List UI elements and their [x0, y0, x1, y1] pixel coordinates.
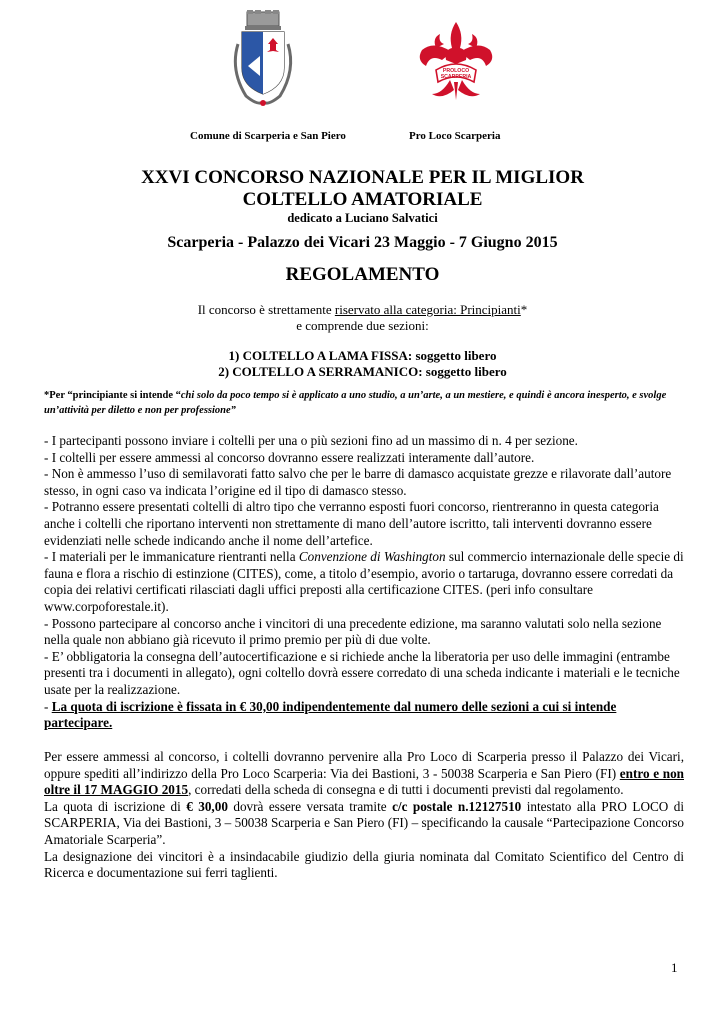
section-1: 1) COLTELLO A LAMA FISSA: soggetto libero	[228, 348, 497, 363]
fee-dash: -	[44, 698, 52, 714]
payment-amount: € 30,00	[186, 798, 228, 814]
rule-cites	[44, 549, 684, 615]
category-text: riservato alla categoria: Principianti	[334, 302, 521, 317]
payment-paragraph	[44, 799, 684, 849]
note-definition: chi solo da poco tempo si è applicato a uno studio, a un’arte, a un mestiere, e quindi è ancora inesperto, e svolge un’attività per diletto e non per professione”	[44, 390, 667, 416]
note-lead: *Per “principiante si intende “	[44, 390, 181, 401]
cites-pre: - I materiali per le immanicature rientranti nella	[44, 549, 299, 565]
submission-info	[44, 749, 684, 882]
beginner-note	[44, 388, 684, 418]
rule-item: - Potranno essere presentati coltelli di altro tipo che verranno esposti fuori concorso, rientreranno in questa categoria anche i coltelli che riportano interventi non strettamente di mano dell’autore iscritto, tali interventi dovranno essere evidenziati nelle schede indicando anche il nome dell’artefice.	[44, 499, 659, 548]
org-comune: Comune di Scarperia e San Piero	[190, 130, 346, 142]
dedication: dedicato a Luciano Salvatici	[287, 211, 438, 225]
proloco-logo-text: PROLOCO SCARPERIA	[440, 68, 472, 80]
cites-post: sul commercio internazionale delle specie di fauna e flora a rischio di estinzione (CITES), come, a titolo d’esempio, avorio o tartaruga, dovranno essere corredati da copia dei relativi certificati rilasciati dagli uffici preposti alla certificazione CITES. (peri info consultare www.corpoforestale.it).	[44, 549, 684, 614]
place-dates: Scarperia - Palazzo dei Vicari 23 Maggio - 7 Giugno 2015	[167, 234, 558, 251]
rule-fee	[44, 699, 684, 732]
payment-account: c/c postale n.12127510	[392, 798, 522, 814]
title-line-2: COLTELLO AMATORIALE	[242, 189, 483, 210]
regulation-heading: REGOLAMENTO	[285, 264, 440, 285]
intro-line-1	[0, 302, 725, 318]
rule-item: - I partecipanti possono inviare i coltelli per una o più sezioni fino ad un massimo di n. 4 per sezione.	[44, 433, 578, 448]
deadline-text: entro e non oltre il 17 MAGGIO 2015	[44, 765, 684, 798]
org-proloco: Pro Loco Scarperia	[409, 130, 501, 142]
asterisk: *	[520, 302, 528, 317]
payment-mid: dovrà essere versata tramite	[227, 798, 393, 814]
fee-text: La quota di iscrizione è fissata in € 30,00 indipendentemente dal numero delle sezioni a cui si intende partecipare.	[44, 698, 617, 731]
cites-convention: Convenzione di Washington	[298, 549, 446, 565]
submission-paragraph	[44, 749, 684, 799]
rule-item: - Non è ammesso l’uso di semilavorati fatto salvo che per le barre di damasco acquistate grezze e rilavorate dall’autore stesso, in ogni caso va indicata l’origine ed il tipo di damasco stesso.	[44, 466, 672, 498]
title-line-1: XXVI CONCORSO NAZIONALE PER IL MIGLIOR	[141, 167, 584, 188]
rule-item: - I coltelli per essere ammessi al concorso dovranno essere realizzati interamente dall’autore.	[44, 449, 535, 465]
payment-post: intestato alla PRO LOCO di SCARPERIA, Via dei Bastioni, 3 – 50038 Scarperia e San Piero (FI) – specificando la causale “Partecipazione Concorso Amatoriale Scarperia”.	[44, 798, 684, 847]
submission-pre: Per essere ammessi al concorso, i coltelli dovranno pervenire alla Pro Loco di Scarperia presso il Palazzo dei Vicari, oppure spediti all’indirizzo della Pro Loco Scarperia: Via dei Bastioni, 3 - 50038 Scarperia e San Piero (FI)	[44, 749, 684, 781]
rule-item: - Possono partecipare al concorso anche i vincitori di una precedente edizione, ma saranno valutati solo nella sezione nella quale non abbiano già ricevuto il primo premio per più di due volte.	[44, 615, 662, 648]
rule-item: - E’ obbligatoria la consegna dell’autocertificazione e si richiede anche la liberatoria per uso delle immagini (entrambe presenti tra i documenti in allegato), ogni coltello dovrà essere corredato di una scheda indicante i materiali e le tecniche usate per la realizzazione.	[44, 648, 680, 697]
proloco-lily-icon	[414, 20, 498, 102]
payment-pre: La quota di iscrizione di	[44, 798, 187, 814]
comune-coat-of-arms-icon	[228, 10, 298, 110]
intro-text: Il concorso è strettamente	[197, 302, 335, 317]
rules-list	[44, 433, 684, 732]
submission-post: , corredati della scheda di consegna e di tutti i documenti previsti dal regolamento.	[188, 782, 624, 798]
intro-line-2: e comprende due sezioni:	[296, 318, 429, 333]
jury-paragraph: La designazione dei vincitori è a insindacabile giudizio della giuria nominata dal Comitato Scientifico del Centro di Ricerca e documentazione sui ferri taglienti.	[44, 848, 684, 881]
section-2: 2) COLTELLO A SERRAMANICO: soggetto libero	[218, 364, 507, 379]
page-number: 1	[671, 960, 678, 975]
